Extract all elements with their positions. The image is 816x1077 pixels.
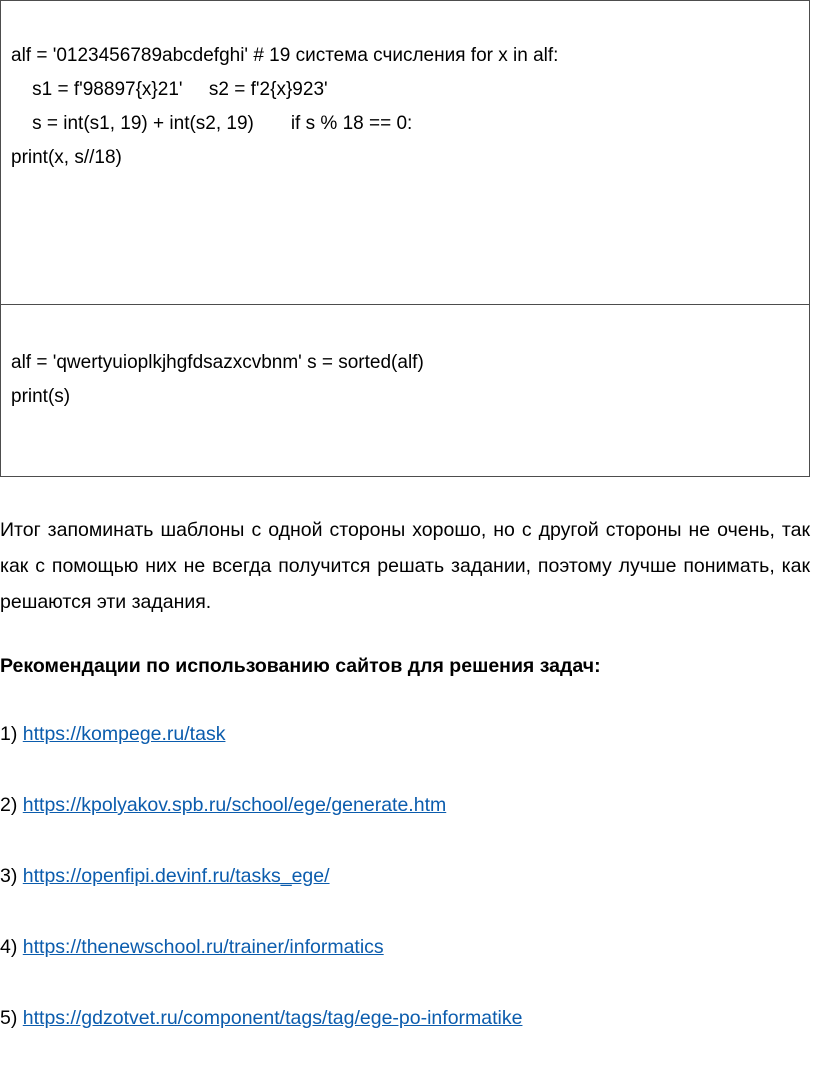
list-number: 5) [0,1007,23,1029]
code-line: s1 = f'98897{x}21' s2 = f'2{x}923' [11,79,328,100]
code-line: print(s) [11,386,71,407]
code-block-1 [11,1,809,175]
code-cell-2 [1,305,810,477]
list-number: 4) [0,936,23,958]
code-row-1 [1,1,810,305]
link-thenewschool[interactable]: https://thenewschool.ru/trainer/informatics [22,936,384,958]
code-line: alf = 'qwertyuioplkjhgfdsazxcvbnm' s = sorted(alf) [11,352,424,373]
list-item [0,787,522,858]
list-number: 2) [0,794,23,816]
list-number: 3) [0,865,23,887]
list-item [0,858,522,929]
list-item [0,716,522,787]
link-openfipi[interactable]: https://openfipi.devinf.ru/tasks_ege/ [22,865,330,887]
link-gdzotvet[interactable]: https://gdzotvet.ru/component/tags/tag/ege-po-informatike [22,1007,523,1029]
conclusion-paragraph: Итог запоминать шаблоны с одной стороны хорошо, но с другой стороны не очень, так как с помощью них не всегда получится решать задании, поэтому лучше понимать, как решаются эти задания. [0,519,810,613]
code-cell-1 [1,1,810,305]
code-row-2 [1,305,810,477]
code-line: print(x, s//18) [11,147,122,168]
list-number: 1) [0,723,23,745]
list-item [0,929,522,1000]
code-line: s = int(s1, 19) + int(s2, 19) if s % 18 == 0: [11,113,413,134]
code-line: alf = '0123456789abcdefghi' # 19 система счисления for x in alf: [11,45,559,66]
list-item [0,1000,522,1071]
recommendations-heading: Рекомендации по использованию сайтов для решения задач: [0,655,601,677]
link-kpolyakov[interactable]: https://kpolyakov.spb.ru/school/ege/generate.htm [22,794,447,816]
link-kompege[interactable]: https://kompege.ru/task [22,723,226,745]
code-block-2 [11,305,809,414]
recommendation-list [0,716,522,1071]
code-table [0,0,810,477]
